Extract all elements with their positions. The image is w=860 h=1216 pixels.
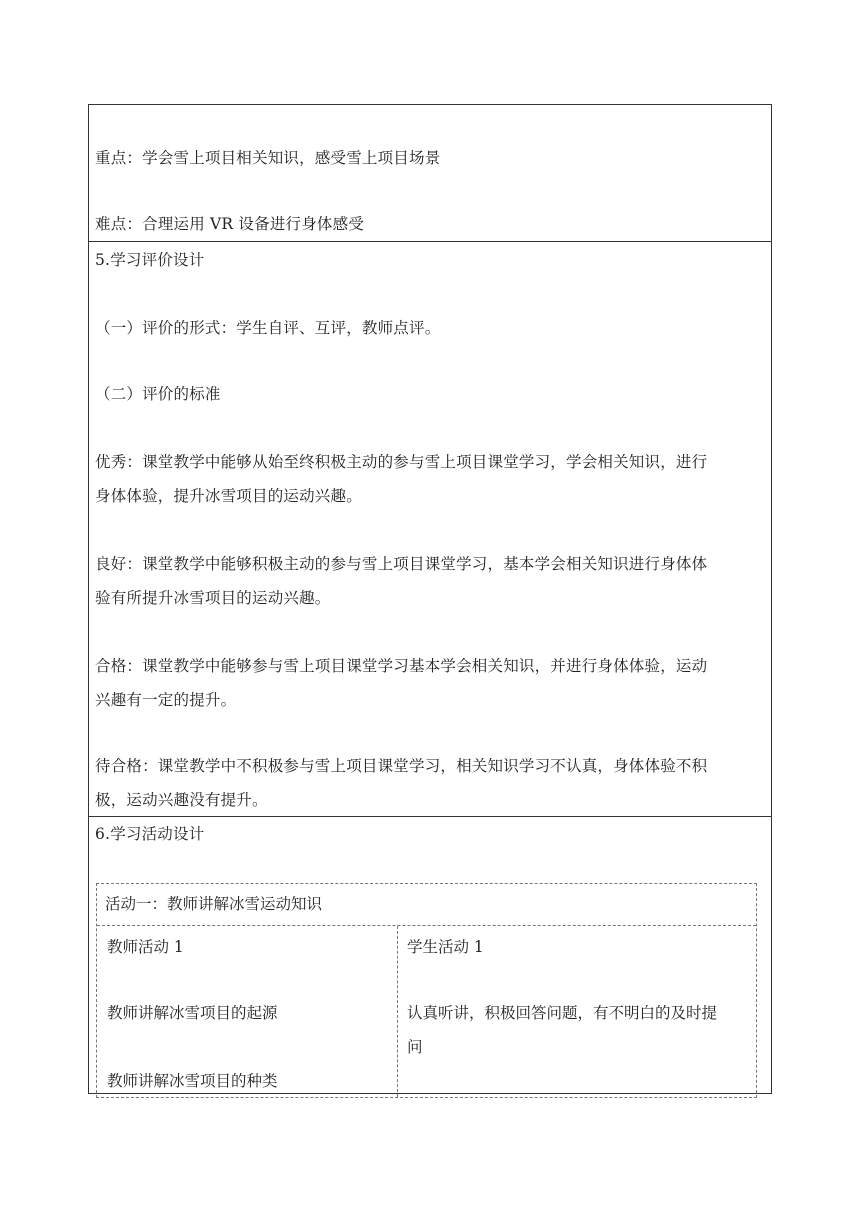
key-point: 重点：学会雪上项目相关知识，感受雪上项目场景: [95, 149, 441, 167]
activity-header-row: [97, 884, 756, 926]
student-activity-header: 学生活动 1: [407, 938, 484, 956]
activity-table: [96, 883, 757, 1098]
eval-excellent-line2: 身体体验，提升冰雪项目的运动兴趣。: [95, 487, 362, 505]
student-activity-line: 认真听讲，积极回答问题，有不明白的及时提: [407, 1004, 718, 1022]
eval-good-line1: 良好：课堂教学中能够积极主动的参与雪上项目课堂学习，基本学会相关知识进行身体体: [95, 555, 708, 573]
eval-excellent-line1: 优秀：课堂教学中能够从始至终积极主动的参与雪上项目课堂学习，学会相关知识，进行: [95, 453, 708, 471]
eval-good-line2: 验有所提升冰雪项目的运动兴趣。: [95, 589, 331, 607]
column-divider: [397, 926, 398, 1097]
eval-form: （一）评价的形式：学生自评、互评，教师点评。: [95, 319, 441, 337]
student-activity-line: 问: [407, 1038, 423, 1056]
lesson-table: [88, 104, 772, 1094]
eval-fail-line2: 极，运动兴趣没有提升。: [95, 791, 268, 809]
section5-title: 5.学习评价设计: [95, 251, 205, 269]
eval-fail-line1: 待合格：课堂教学中不积极参与雪上项目课堂学习，相关知识学习不认真，身体体验不积: [95, 757, 708, 775]
teacher-activity-header: 教师活动 1: [107, 938, 184, 956]
teacher-activity-item: 教师讲解冰雪项目的种类: [107, 1072, 278, 1090]
difficult-point: 难点：合理运用 VR 设备进行身体感受: [95, 215, 365, 233]
row-divider: [89, 241, 771, 242]
eval-standard-title: （二）评价的标准: [95, 385, 221, 403]
teacher-activity-item: 教师讲解冰雪项目的起源: [107, 1004, 278, 1022]
eval-pass-line1: 合格：课堂教学中能够参与雪上项目课堂学习基本学会相关知识，并进行身体体验，运动: [95, 657, 708, 675]
activity-title: 活动一：教师讲解冰雪运动知识: [105, 895, 323, 913]
eval-pass-line2: 兴趣有一定的提升。: [95, 691, 237, 709]
section6-title: 6.学习活动设计: [95, 825, 205, 843]
